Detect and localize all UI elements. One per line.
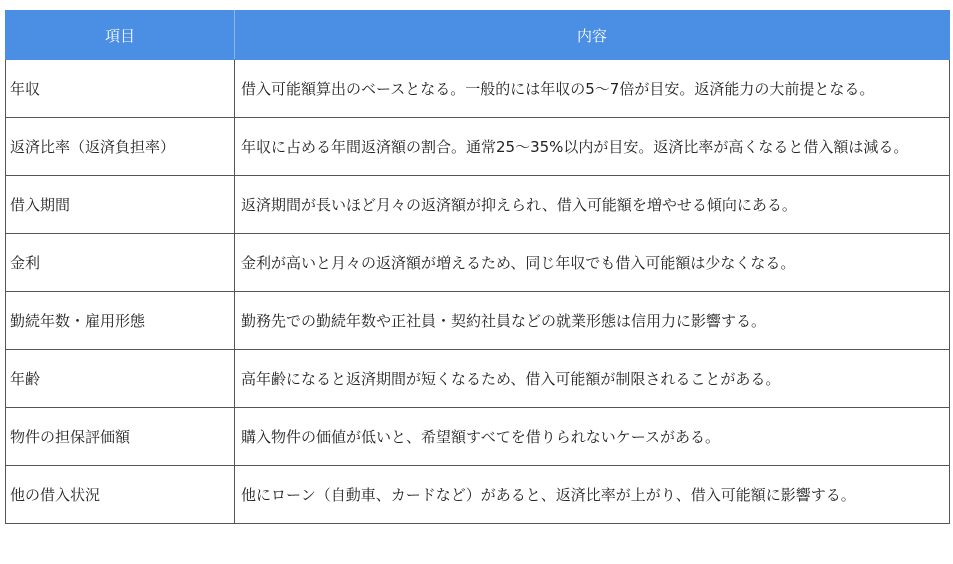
table-row <box>6 234 950 292</box>
row-content-interest-rate: 金利が高いと月々の返済額が増えるため、同じ年収でも借入可能額は少なくなる。 <box>235 234 950 292</box>
header-item: 項目 <box>6 11 235 60</box>
table-row <box>6 118 950 176</box>
row-content-employment: 勤務先での勤続年数や正社員・契約社員などの就業形態は信用力に影響する。 <box>235 292 950 350</box>
row-item-loan-period: 借入期間 <box>6 176 235 234</box>
table-row <box>6 176 950 234</box>
table-row <box>6 60 950 118</box>
row-item-annual-income: 年収 <box>6 60 235 118</box>
row-content-annual-income: 借入可能額算出のベースとなる。一般的には年収の5〜7倍が目安。返済能力の大前提となる。 <box>235 60 950 118</box>
loan-factors-table <box>5 10 950 524</box>
table-row <box>6 466 950 524</box>
row-item-employment: 勤続年数・雇用形態 <box>6 292 235 350</box>
row-content-other-loans: 他にローン（自動車、カードなど）があると、返済比率が上がり、借入可能額に影響する。 <box>235 466 950 524</box>
loan-factors-table-container <box>5 10 949 524</box>
row-content-collateral: 購入物件の価値が低いと、希望額すべてを借りられないケースがある。 <box>235 408 950 466</box>
row-item-collateral: 物件の担保評価額 <box>6 408 235 466</box>
row-item-repayment-ratio: 返済比率（返済負担率） <box>6 118 235 176</box>
row-content-age: 高年齢になると返済期間が短くなるため、借入可能額が制限されることがある。 <box>235 350 950 408</box>
table-row <box>6 292 950 350</box>
table-header-row <box>6 11 950 60</box>
header-content: 内容 <box>235 11 950 60</box>
row-item-other-loans: 他の借入状況 <box>6 466 235 524</box>
table-row <box>6 408 950 466</box>
row-item-age: 年齢 <box>6 350 235 408</box>
row-content-loan-period: 返済期間が長いほど月々の返済額が抑えられ、借入可能額を増やせる傾向にある。 <box>235 176 950 234</box>
row-item-interest-rate: 金利 <box>6 234 235 292</box>
table-row <box>6 350 950 408</box>
row-content-repayment-ratio: 年収に占める年間返済額の割合。通常25〜35%以内が目安。返済比率が高くなると借入額は減る。 <box>235 118 950 176</box>
